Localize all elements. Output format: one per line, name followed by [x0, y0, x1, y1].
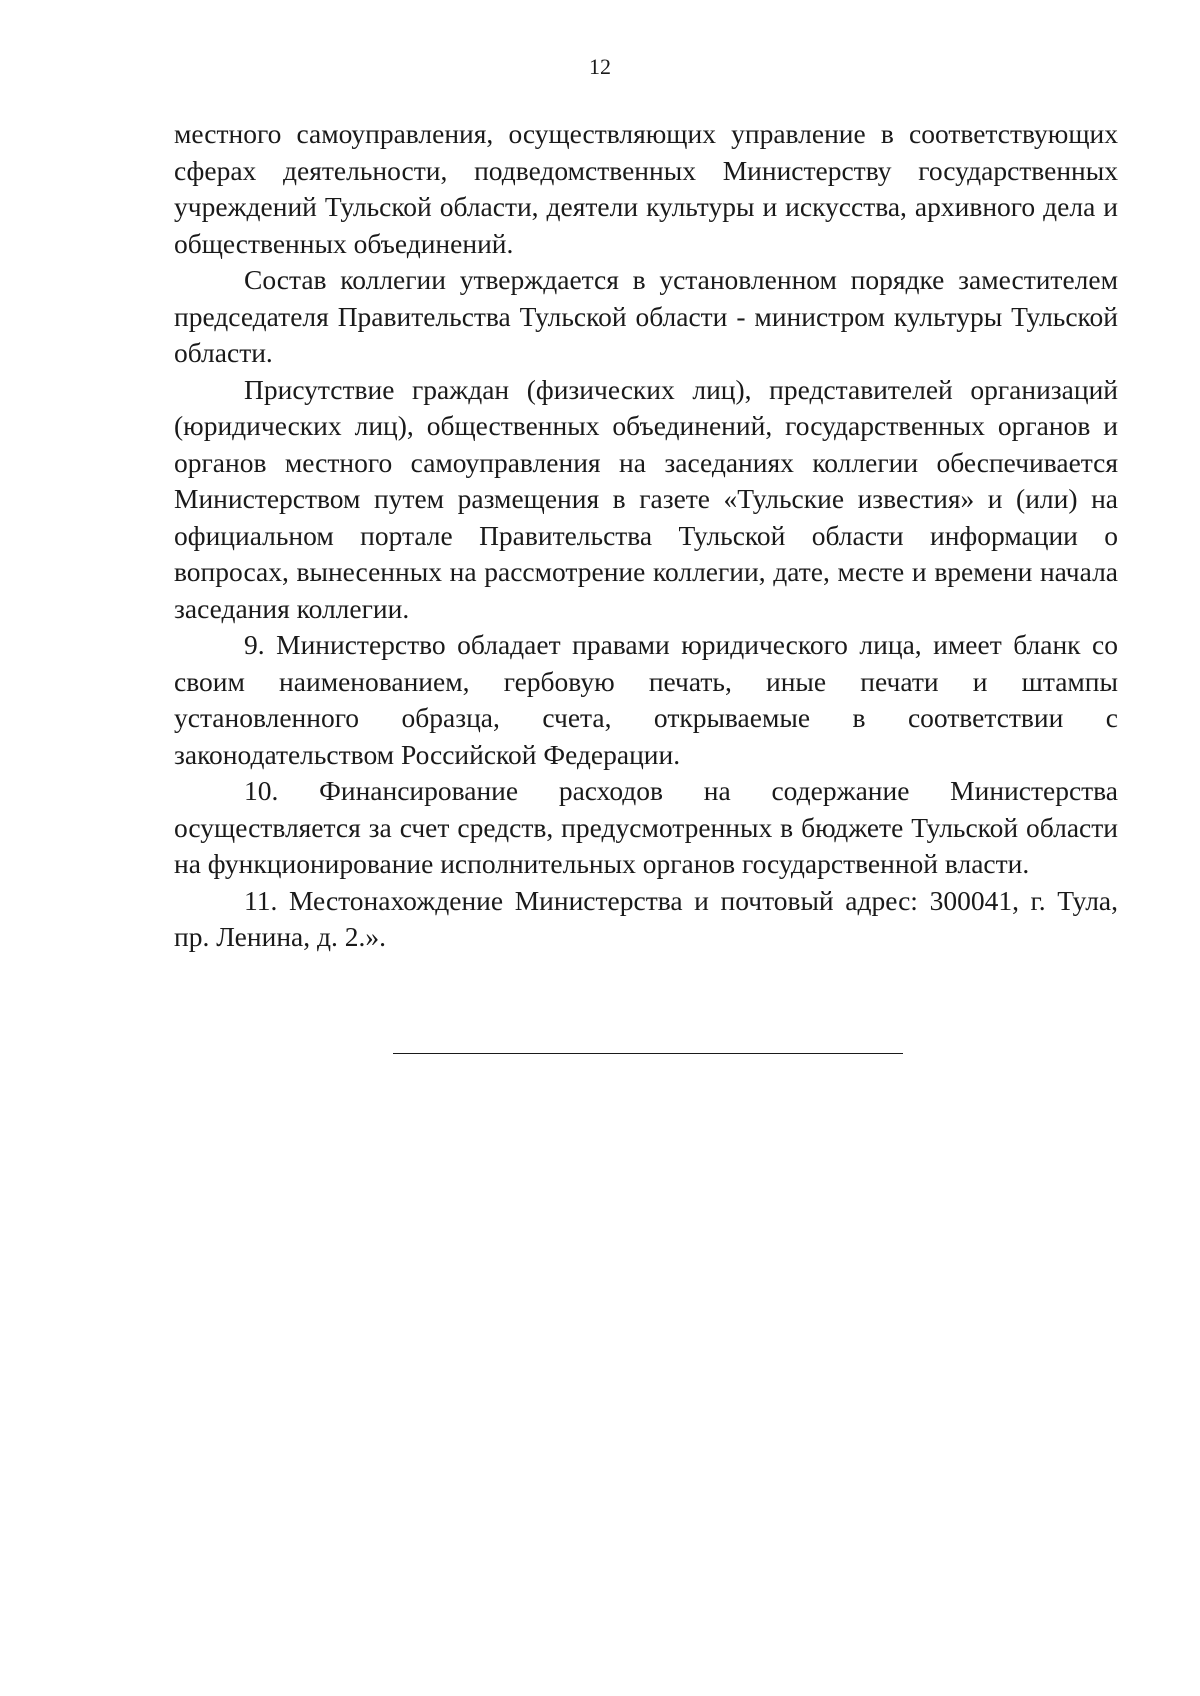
- paragraph-continuation: местного самоуправления, осуществляющих управление в соответствующих сферах деятельности, подведомственных Министерству государственных учреждений Тульской области, деятели культуры и искусства, архивного дела и общественных объединений.: [174, 118, 1118, 259]
- closing-divider: [393, 1053, 903, 1054]
- document-body: [174, 116, 1118, 956]
- paragraph-item-9: 9. Министерство обладает правами юридического лица, имеет бланк со своим наименованием, гербовую печать, иные печати и штампы установленного образца, счета, открываемые в соответствии с законодательством Российской Федерации.: [174, 629, 1118, 770]
- paragraph-item-11: 11. Местонахождение Министерства и почтовый адрес: 300041, г. Тула, пр. Ленина, д. 2.».: [174, 884, 1118, 952]
- page-number: 12: [589, 54, 611, 79]
- paragraph-item-10: 10. Финансирование расходов на содержание Министерства осуществляется за счет средств, предусмотренных в бюджете Тульской области на функционирование исполнительных органов государственной власти.: [174, 775, 1118, 879]
- paragraph-collegium-composition: Состав коллегии утверждается в установленном порядке заместителем председателя Правительства Тульской области - министром культуры Тульской области.: [174, 264, 1118, 368]
- paragraph-citizen-attendance: Присутствие граждан (физических лиц), представителей организаций (юридических лиц), общественных объединений, государственных органов и органов местного самоуправления на заседаниях коллегии обеспечивается Министерством путем размещения в газете «Тульские известия» и (или) на официальном портале Правительства Тульской области информации о вопросах, вынесенных на рассмотрение коллегии, дате, месте и времени начала заседания коллегии.: [174, 373, 1118, 624]
